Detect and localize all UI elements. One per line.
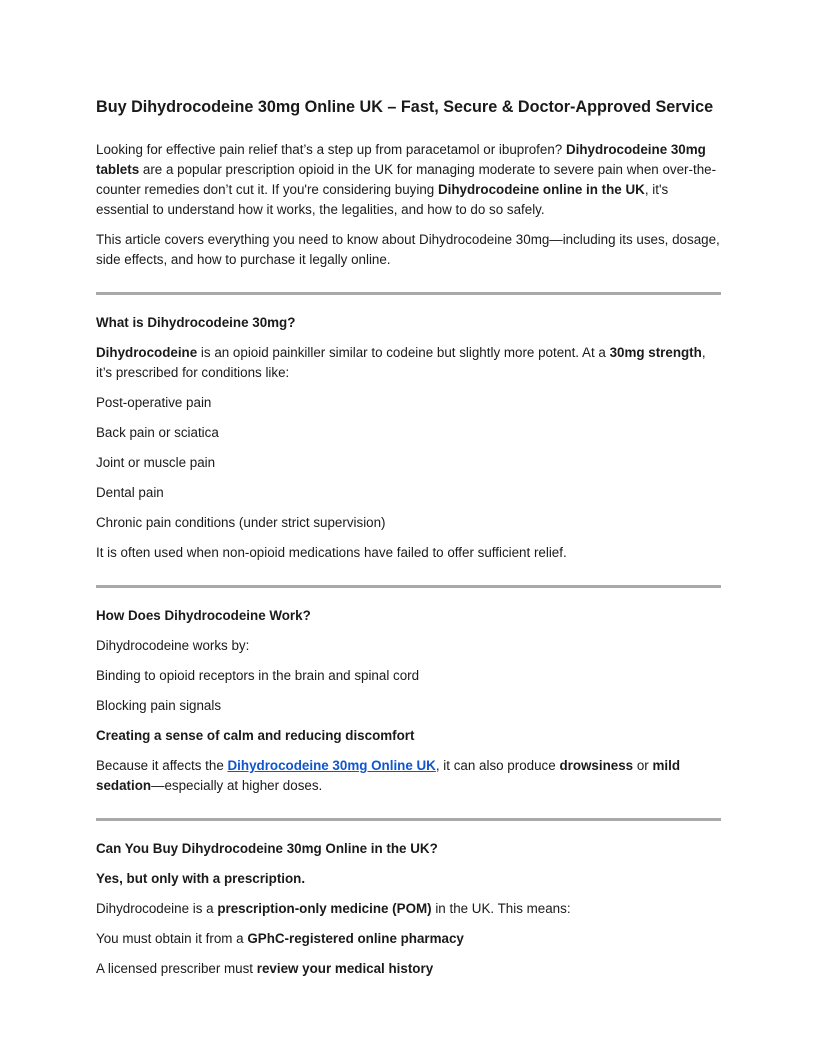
section-divider	[96, 585, 721, 588]
list-item: Binding to opioid receptors in the brain and spinal cord	[96, 668, 420, 683]
section3-bold-3: review your medical history	[256, 961, 434, 976]
section3-text-4: A licensed prescriber must	[96, 961, 257, 976]
section2-text-3: or	[633, 758, 653, 773]
section1-closing: It is often used when non-opioid medications have failed to offer sufficient relief.	[96, 545, 567, 560]
section3-subhead-text: Yes, but only with a prescription.	[96, 871, 306, 886]
section3-paragraph-2	[96, 929, 721, 949]
section1-text-1: is an opioid painkiller similar to codeine but slightly more potent. At a	[197, 345, 610, 360]
section-divider	[96, 818, 721, 821]
list-item: Dental pain	[96, 485, 164, 500]
section-heading-how-it-works: How Does Dihydrocodeine Work?	[96, 608, 311, 623]
section3-subhead	[96, 869, 721, 889]
list-item: Post-operative pain	[96, 395, 212, 410]
section1-bold-1: Dihydrocodeine	[96, 345, 198, 360]
section3-text-1: Dihydrocodeine is a	[96, 901, 218, 916]
section1-bold-2: 30mg strength	[609, 345, 702, 360]
section2-bold-1: drowsiness	[559, 758, 634, 773]
intro-bold-2: Dihydrocodeine online in the UK	[437, 182, 645, 197]
section3-paragraph-1	[96, 899, 721, 919]
list-item-bold	[96, 726, 721, 746]
section2-text-1: Because it affects the	[96, 758, 228, 773]
page-title: Buy Dihydrocodeine 30mg Online UK – Fast, Secure & Doctor-Approved Service	[96, 98, 714, 116]
intro-paragraph	[96, 140, 721, 220]
intro-text-1: Looking for effective pain relief that’s a step up from paracetamol or ibuprofen?	[96, 142, 566, 157]
intro-bold-1: Dihydrocodeine 30mg tablets	[96, 142, 706, 177]
article-body	[96, 96, 721, 989]
section2-text-4: —especially at higher doses.	[151, 778, 323, 793]
list-item: Back pain or sciatica	[96, 425, 219, 440]
section3-text-3: You must obtain it from a	[96, 931, 248, 946]
section2-text-2: , it can also produce	[435, 758, 560, 773]
section-heading-what-is: What is Dihydrocodeine 30mg?	[96, 315, 296, 330]
section2-paragraph	[96, 756, 721, 796]
section3-bold-1: prescription-only medicine (POM)	[217, 901, 432, 916]
section1-text-2: , it’s prescribed for conditions like:	[96, 345, 706, 380]
dihydrocodeine-online-link[interactable]: Dihydrocodeine 30mg Online UK	[227, 758, 436, 773]
section1-paragraph	[96, 343, 721, 383]
list-item: Chronic pain conditions (under strict supervision)	[96, 515, 386, 530]
section3-bold-2: GPhC-registered online pharmacy	[247, 931, 464, 946]
section2-bold-2: mild sedation	[96, 758, 681, 793]
intro-text-3: , it's essential to understand how it works, the legalities, and how to do so safely.	[96, 182, 669, 217]
section3-text-2: in the UK. This means:	[431, 901, 571, 916]
section3-paragraph-3	[96, 959, 721, 979]
list-item: Blocking pain signals	[96, 698, 222, 713]
bold-item-text: Creating a sense of calm and reducing discomfort	[96, 728, 415, 743]
section-divider	[96, 292, 721, 295]
list-item: Joint or muscle pain	[96, 455, 216, 470]
section2-lead: Dihydrocodeine works by:	[96, 638, 250, 653]
section-heading-buy-online: Can You Buy Dihydrocodeine 30mg Online in the UK?	[96, 841, 438, 856]
intro-text-2: are a popular prescription opioid in the UK for managing moderate to severe pain when over-the-counter remedies don’t cut it. If you're considering buying	[96, 162, 717, 197]
intro-summary: This article covers everything you need to know about Dihydrocodeine 30mg—including its uses, dosage, side effects, and how to purchase it legally online.	[96, 232, 720, 267]
